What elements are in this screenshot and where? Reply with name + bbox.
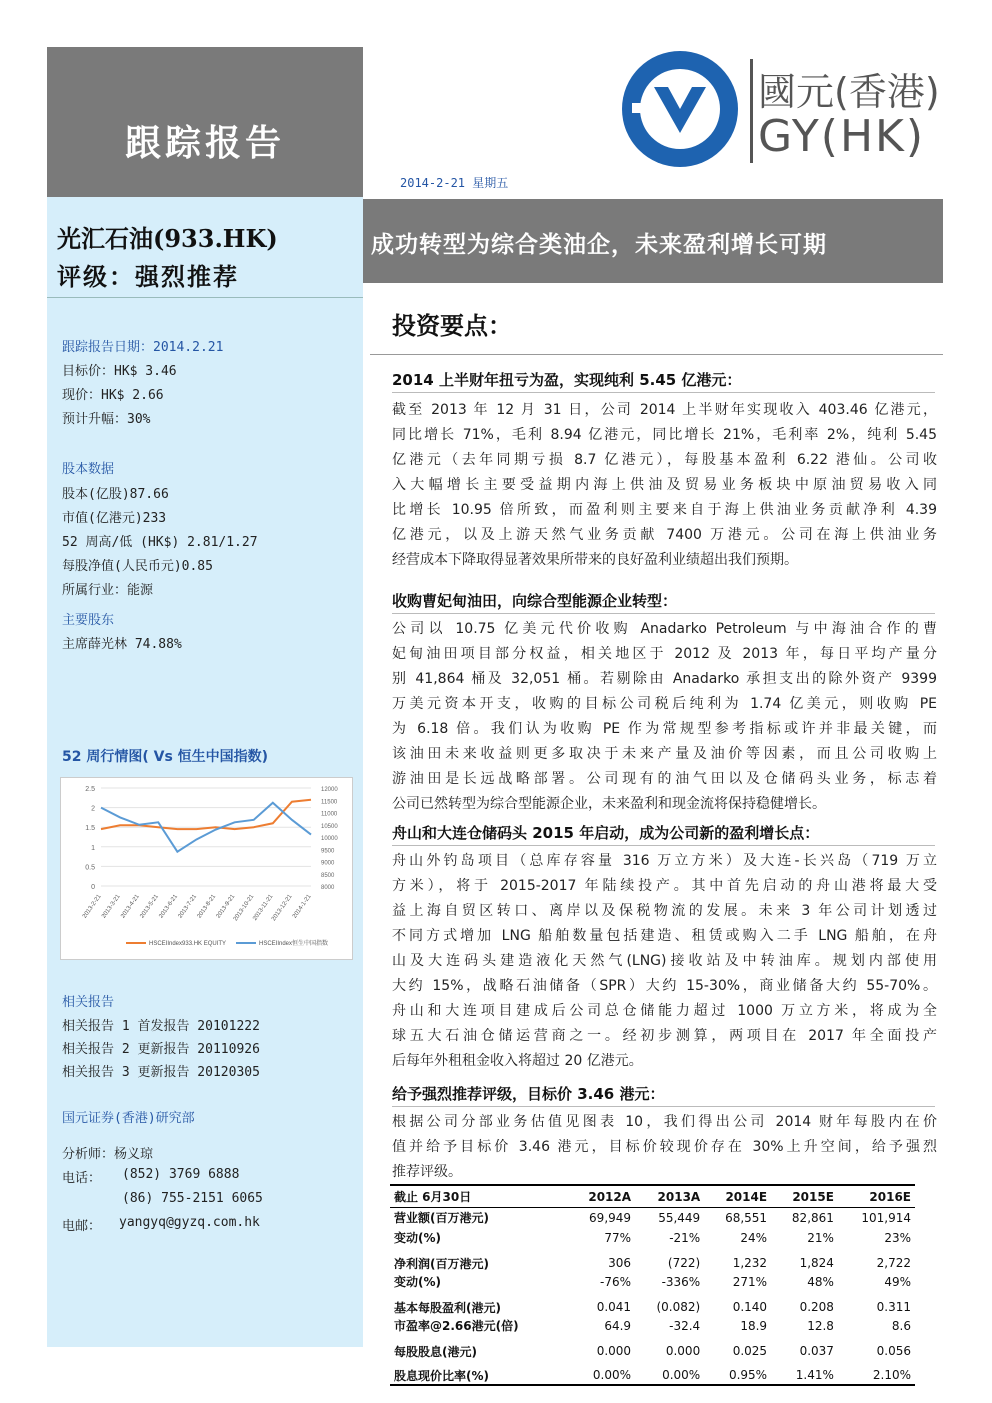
section-2-line: 为 6.18 倍。我们认为收购 PE 作为常规型参考指标或许并非最关键，而 (392, 721, 937, 737)
section-3-line: 益上海自贸区转口、离岸以及保税物流的发展。未来 3 年公司计划透过 (392, 903, 937, 919)
right-axis-tick-label: 8500 (321, 872, 335, 879)
section-2-line: 妃甸油田项目部分权益，相关地区于 2012 及 2013 年，每日平均产量分 (392, 646, 937, 662)
table-row (390, 1228, 915, 1248)
table-header-row (390, 1185, 915, 1208)
related-title: 相关报告 (62, 995, 115, 1010)
row-label: 每股股息(港元) (394, 1344, 477, 1359)
nav-per-share: 每股净值(人民币元)0.85 (62, 559, 213, 574)
section-2-line: 该油田未来收益则更多取决于未来产量及油价等因素，而且公司收购上 (392, 746, 937, 762)
section-4-line: 根据公司分部业务估值见图表 10，我们得出公司 2014 财年每股内在价 (392, 1114, 937, 1130)
section-body-4 (392, 1110, 937, 1185)
phone-1: (852) 3769 6888 (122, 1167, 240, 1182)
market-cap: 市值(亿港元)233 (62, 511, 167, 526)
table-header-cell: 2012A (567, 1185, 635, 1208)
table-cell: 0.208 (799, 1300, 834, 1314)
x-axis-tick-label: 2013-2-21 (82, 893, 103, 920)
table-cell: 12.8 (807, 1318, 834, 1333)
left-axis-tick-label: 1.5 (85, 825, 95, 833)
chart-title: 52 周行情图( Vs 恒生中国指数) (62, 749, 269, 765)
table-cell: 48% (807, 1274, 834, 1289)
section-1-line: 亿港元，以及上游天然气业务贡献 7400 万港元。公司在海上供油业务 (392, 527, 937, 543)
section-body-2 (392, 617, 937, 817)
section-2-line: 别 41,864 桶及 32,051 桶。若剔除由 Anadarko 承担支出的除外资产 9399 (392, 671, 937, 687)
table-cell: 2,722 (876, 1256, 911, 1270)
table-cell: 1.41% (771, 1360, 838, 1385)
table-cell: 2.10% (838, 1360, 915, 1385)
institute: 国元证券(香港)研究部 (62, 1111, 195, 1126)
current-price: 现价：HK$ 2.66 (62, 388, 164, 403)
x-axis-tick-label: 2013-8-21 (196, 893, 218, 920)
section-1-line: 比增长 10.95 倍所致，而盈利则主要来自于海上供油业务贡献净利 4.39 (392, 502, 937, 518)
section-4-line: 推荐评级。 (392, 1164, 462, 1180)
report-type-title: 跟踪报告 (124, 122, 285, 164)
row-label: 营业额(百万港元) (394, 1211, 489, 1226)
left-axis-tick-label: 1 (91, 844, 95, 852)
target-price: 目标价：HK$ 3.46 (62, 364, 177, 379)
table-row (390, 1248, 915, 1272)
row-label: 变动(%) (394, 1275, 441, 1289)
table-cell: 18.9 (740, 1318, 768, 1333)
company-name: 光汇石油(933.HK) (57, 224, 278, 253)
left-axis-tick-label: 2.5 (85, 786, 95, 793)
table-cell: -336% (661, 1274, 701, 1289)
x-axis-tick-label: 2013-5-21 (139, 893, 160, 920)
row-label: 净利润(百万港元) (394, 1256, 489, 1271)
sidebar-divider (47, 297, 363, 298)
table-cell: -76% (600, 1274, 632, 1289)
table-row (390, 1360, 915, 1385)
x-axis-tick-label: 2013-10-21 (232, 893, 256, 923)
logo-emblem-icon (612, 47, 752, 172)
legend-label: HSCEIIndex恒生中国指数 (259, 941, 329, 947)
section-title-4: 给予强烈推荐评级，目标价 3.46 港元： (392, 1085, 665, 1103)
expected-upside: 预计升幅：30% (62, 412, 151, 427)
email-label: 电邮： (62, 1219, 102, 1234)
x-axis-tick-label: 2013-7-21 (177, 893, 199, 920)
table-cell: 68,551 (725, 1210, 768, 1225)
section-1-line: 经营成本下降取得显著效果所带来的良好盈利业绩超出我们预期。 (392, 552, 798, 568)
logo-chinese: 國元(香港) (758, 70, 940, 114)
table-cell: 101,914 (861, 1210, 911, 1225)
right-axis-tick-label: 12000 (321, 787, 338, 793)
price-chart (60, 777, 353, 960)
equity-series-line (101, 800, 311, 829)
related-report-2: 相关报告 2 更新报告 20110926 (62, 1042, 260, 1057)
tracking-date: 跟踪报告日期：2014.2.21 (62, 340, 224, 355)
shares: 股本(亿股)87.66 (62, 487, 169, 502)
table-row (390, 1292, 915, 1316)
email[interactable]: yangyq@gyzq.com.hk (119, 1215, 260, 1230)
legend-label: HSCEIIndex933.HK EQUITY (149, 941, 227, 947)
week52-range: 52 周高/低 (HK$) 2.81/1.27 (62, 535, 258, 550)
section-3-line: 不同方式增加 LNG 船舶数量包括建造、租赁或购入二手 LNG 船舶，在舟 (392, 928, 937, 944)
section-body-3 (392, 849, 937, 1074)
table-cell: 8.6 (891, 1318, 911, 1333)
right-axis-tick-label: 10000 (321, 836, 338, 842)
table-cell: (722) (667, 1256, 701, 1270)
table-cell: -21% (669, 1230, 701, 1245)
table-cell: 0.00% (567, 1360, 635, 1385)
analyst: 分析师：杨义琼 (62, 1147, 154, 1162)
shareholder-title: 主要股东 (62, 613, 115, 628)
left-axis-tick-label: 2 (91, 805, 95, 813)
table-cell: 0.95% (704, 1360, 771, 1385)
left-axis-tick-label: 0 (91, 884, 95, 891)
right-axis-tick-label: 10500 (321, 823, 338, 830)
section-1-line: 入大幅增长主要受益期内海上供油及贸易业务板块中原油贸易收入同 (392, 477, 937, 493)
section-rule-3 (392, 845, 935, 846)
related-report-3: 相关报告 3 更新报告 20120305 (62, 1065, 260, 1080)
table-cell: 271% (732, 1274, 768, 1289)
section-title-1: 2014 上半财年扭亏为盈，实现纯利 5.45 亿港元： (392, 371, 742, 389)
table-header-cell: 2013A (635, 1185, 704, 1208)
row-label: 变动(%) (394, 1231, 441, 1245)
table-cell: 55,449 (658, 1210, 701, 1225)
x-axis-tick-label: 2013-12-21 (271, 893, 294, 923)
left-axis-tick-label: 0.5 (85, 864, 95, 872)
logo-divider (750, 59, 753, 163)
section-2-line: 公司以 10.75 亿美元代价收购 Anadarko Petroleum 与中海油合作的曹 (392, 621, 937, 637)
table-cell: 82,861 (791, 1210, 834, 1225)
related-report-1: 相关报告 1 首发报告 20101222 (62, 1019, 260, 1034)
table-cell: 64.9 (604, 1318, 632, 1333)
right-axis-tick-label: 8000 (321, 885, 335, 891)
table-cell: 0.311 (876, 1300, 911, 1314)
section-rule-1 (392, 392, 935, 393)
logo-english: GY(HK) (758, 111, 926, 162)
row-label: 基本每股盈利(港元) (394, 1300, 501, 1315)
table-cell: 1,232 (732, 1256, 768, 1270)
section-rule-4 (392, 1106, 935, 1107)
table-cell: 77% (604, 1230, 632, 1245)
industry: 所属行业：能源 (62, 583, 154, 598)
section-3-line: 舟山和大连项目建成后公司总仓储能力超过 1000 万立方米，将成为全 (392, 1003, 937, 1019)
company-logo (612, 47, 948, 172)
rating: 评级：强烈推荐 (57, 262, 239, 291)
table-cell: 69,949 (589, 1210, 632, 1225)
table-header-cell: 2016E (838, 1185, 915, 1208)
table-cell: 0.000 (596, 1344, 632, 1358)
table-cell: 0.000 (665, 1344, 701, 1358)
row-label: 市盈率@2.66港元(倍) (394, 1319, 519, 1333)
headline-bar (363, 199, 943, 283)
section-title-2: 收购曹妃甸油田，向综合型能源企业转型： (392, 592, 678, 610)
table-cell: 21% (807, 1230, 834, 1245)
headline: 成功转型为综合类油企，未来盈利增长可期 (371, 231, 827, 258)
section-body-1 (392, 398, 937, 573)
section-1-line: 同比增长 71%，毛利 8.94 亿港元，同比增长 21%，毛利率 2%，纯利 5.45 (392, 427, 937, 443)
table-header-cell: 截止 6月30日 (390, 1185, 567, 1208)
section-3-line: 山及大连码头建造液化天然气(LNG)接收站及中转油库。规划内部使用 (392, 953, 937, 969)
table-cell: 0.041 (596, 1300, 632, 1314)
x-axis-tick-label: 2013-4-21 (120, 893, 141, 920)
table-cell: -32.4 (669, 1318, 701, 1333)
table-cell: 1,824 (799, 1256, 834, 1270)
right-axis-tick-label: 9500 (321, 848, 335, 855)
table-cell: 0.056 (876, 1344, 911, 1358)
table-cell: 0.025 (732, 1344, 768, 1358)
phone-2: (86) 755-2151 6065 (122, 1191, 263, 1206)
sidebar (47, 197, 363, 1347)
report-type-banner (47, 47, 363, 197)
price-chart-svg (61, 778, 354, 961)
section-3-line: 方米），将于 2015-2017 年陆续投产。其中首先启动的舟山港将最大受 (392, 878, 937, 894)
main-heading: 投资要点： (392, 311, 512, 340)
table-row (390, 1208, 915, 1228)
report-date: 2014-2-21 星期五 (400, 176, 509, 190)
table-cell: 24% (740, 1230, 768, 1245)
section-1-line: 截至 2013 年 12 月 31 日，公司 2014 上半财年实现收入 403.46 亿港元， (392, 402, 937, 418)
section-3-line: 舟山外钓岛项目（总库存容量 316 万立方米）及大连-长兴岛（719 万立 (392, 853, 937, 869)
section-2-line: 游油田是长远战略部署。公司现有的油气田以及仓储码头业务，标志着 (392, 771, 937, 787)
table-row (390, 1272, 915, 1292)
section-title-3: 舟山和大连仓储码头 2015 年启动，成为公司新的盈利增长点： (392, 824, 820, 842)
table-cell: 0.00% (635, 1360, 704, 1385)
table-cell: 0.140 (732, 1300, 768, 1314)
section-3-line: 球五大石油仓储运营商之一。经初步测算，两项目在 2017 年全面投产 (392, 1028, 937, 1044)
right-axis-tick-label: 11000 (321, 811, 338, 818)
section-3-line: 后每年外租租金收入将超过 20 亿港元。 (392, 1053, 643, 1069)
section-1-line: 亿港元（去年同期亏损 8.7 亿港元），每股基本盈利 6.22 港仙。公司收 (392, 452, 937, 468)
table-row (390, 1336, 915, 1360)
table-header-cell: 2014E (704, 1185, 771, 1208)
x-axis-tick-label: 2013-11-21 (252, 893, 275, 922)
x-axis-tick-label: 2013-3-21 (101, 893, 122, 920)
table-cell: 0.037 (799, 1344, 834, 1358)
x-axis-tick-label: 2013-6-21 (158, 893, 180, 920)
table-row (390, 1316, 915, 1336)
section-4-line: 值并给予目标价 3.46 港元，目标价较现价存在 30%上升空间，给予强烈 (392, 1139, 937, 1155)
section-3-line: 大约 15%，战略石油储备（SPR）大约 15-30%，商业储备大约 55-70%。 (392, 978, 937, 994)
x-axis-tick-label: 2014-1-21 (292, 893, 313, 920)
right-axis-tick-label: 11500 (321, 799, 338, 806)
phone-label: 电话： (62, 1171, 102, 1186)
row-label: 股息现价比率(%) (390, 1360, 567, 1385)
main-rule (370, 354, 943, 355)
section-2-line: 公司已然转型为综合型能源企业，未来盈利和现金流将保持稳健增长。 (392, 796, 826, 812)
table-cell: 306 (608, 1256, 632, 1270)
section-2-line: 万美元资本开支，收购的目标公司税后纯利为 1.74 亿美元，则收购 PE (392, 696, 937, 712)
right-axis-tick-label: 9000 (321, 860, 335, 867)
x-axis-tick-label: 2013-9-21 (215, 893, 237, 920)
financial-table (390, 1184, 915, 1386)
table-header-cell: 2015E (771, 1185, 838, 1208)
table-cell: 49% (884, 1274, 911, 1289)
table-cell: (0.082) (656, 1300, 701, 1314)
stock-data-title: 股本数据 (62, 462, 115, 477)
major-shareholder: 主席薛光林 74.88% (62, 637, 182, 652)
section-rule-2 (392, 613, 935, 614)
table-cell: 23% (884, 1230, 911, 1245)
